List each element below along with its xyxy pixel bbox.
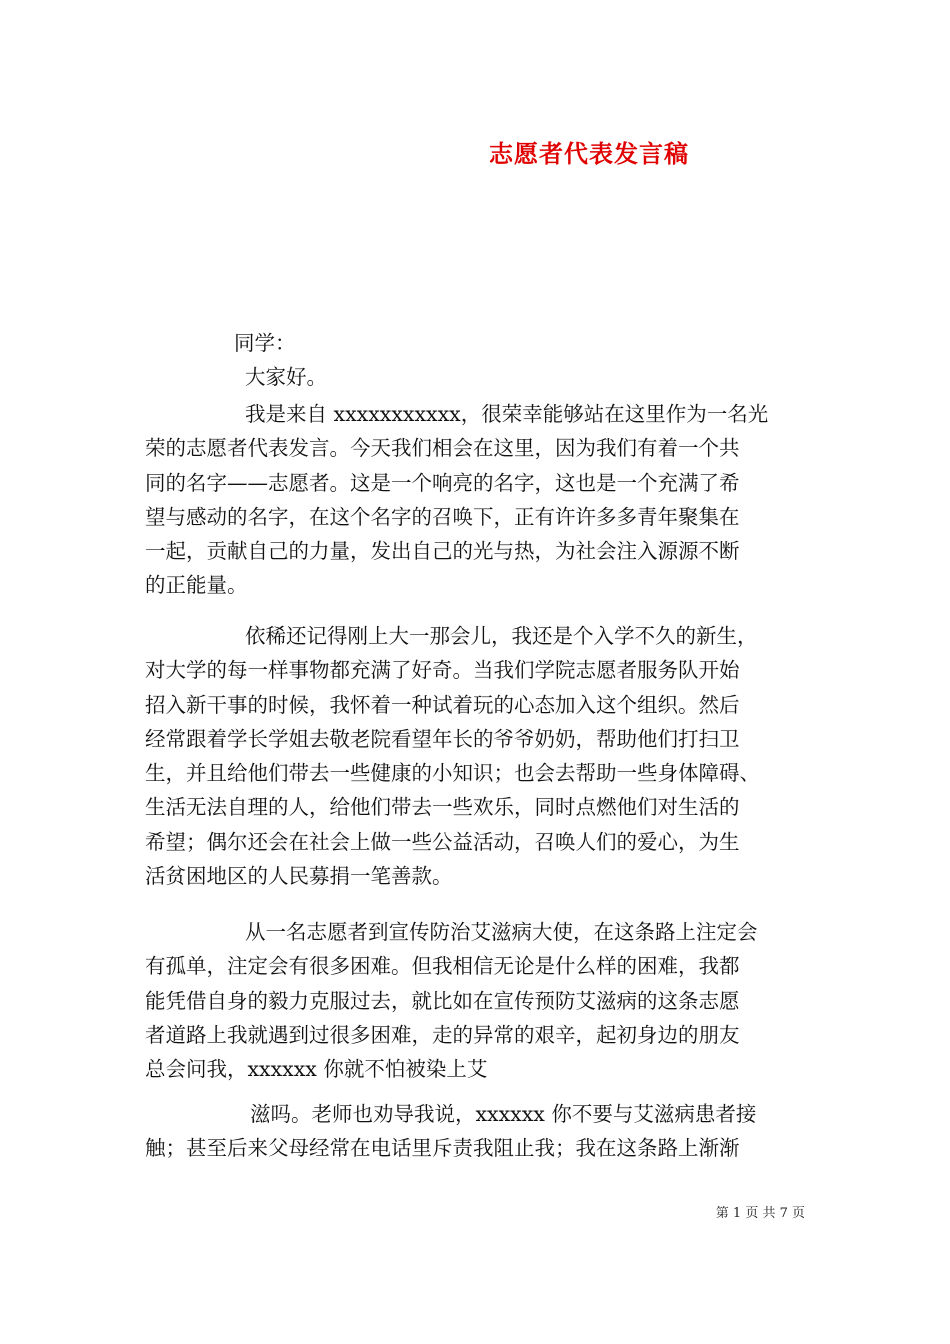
- paragraph-3: [145, 915, 805, 1086]
- paragraph-4: [145, 1097, 805, 1166]
- paragraph-line: 的正能量。: [145, 573, 248, 598]
- paragraph-1: [145, 397, 805, 603]
- paragraph-line: 对大学的每一样事物都充满了好奇。当我们学院志愿者服务队开始: [145, 658, 740, 683]
- paragraph-line: 同的名字——志愿者。这是一个响亮的名字，这也是一个充满了希: [145, 470, 740, 495]
- paragraph-line: 依稀还记得刚上大一那会儿，我还是个入学不久的新生，: [245, 624, 758, 648]
- paragraph-line: 我是来自 xxxxxxxxxxx，很荣幸能够站在这里作为一名光: [245, 402, 769, 426]
- greeting: 大家好。: [245, 365, 327, 390]
- paragraph-line: 一起，贡献自己的力量，发出自己的光与热，为社会注入源源不断: [145, 539, 740, 564]
- paragraph-line: 希望；偶尔还会在社会上做一些公益活动，召唤人们的爱心，为生: [145, 829, 740, 854]
- paragraph-line: 能凭借自身的毅力克服过去，就比如在宣传预防艾滋病的这条志愿: [145, 988, 740, 1013]
- paragraph-line: 有孤单，注定会有很多困难。但我相信无论是什么样的困难，我都: [145, 954, 740, 979]
- paragraph-line: 活贫困地区的人民募捐一笔善款。: [145, 864, 453, 889]
- document-title: 志愿者代表发言稿: [489, 139, 689, 168]
- salutation-block: [145, 326, 805, 395]
- salutation: 同学：: [234, 331, 296, 355]
- paragraph-line: 者道路上我就遇到过很多困难，走的异常的艰辛，起初身边的朋友: [145, 1022, 740, 1047]
- paragraph-line: 经常跟着学长学姐去敬老院看望年长的爷爷奶奶，帮助他们打扫卫: [145, 726, 740, 751]
- paragraph-line: 触；甚至后来父母经常在电话里斥责我阻止我；我在这条路上渐渐: [145, 1136, 740, 1161]
- paragraph-line: 滋吗。老师也劝导我说，xxxxxx 你不要与艾滋病患者接: [250, 1102, 757, 1126]
- paragraph-2: [145, 619, 805, 893]
- paragraph-line: 荣的志愿者代表发言。今天我们相会在这里，因为我们有着一个共: [145, 436, 740, 461]
- paragraph-line: 生活无法自理的人，给他们带去一些欢乐，同时点燃他们对生活的: [145, 795, 740, 820]
- paragraph-line: 生，并且给他们带去一些健康的小知识；也会去帮助一些身体障碍、: [145, 761, 760, 786]
- paragraph-line: 总会问我，xxxxxx 你就不怕被染上艾: [145, 1057, 488, 1082]
- paragraph-line: 从一名志愿者到宣传防治艾滋病大使，在这条路上注定会: [245, 920, 758, 944]
- page-number: 第 1 页 共 7 页: [715, 1206, 805, 1221]
- paragraph-line: 招入新干事的时候，我怀着一种试着玩的心态加入这个组织。然后: [145, 692, 740, 717]
- paragraph-line: 望与感动的名字，在这个名字的召唤下，正有许许多多青年聚集在: [145, 504, 740, 529]
